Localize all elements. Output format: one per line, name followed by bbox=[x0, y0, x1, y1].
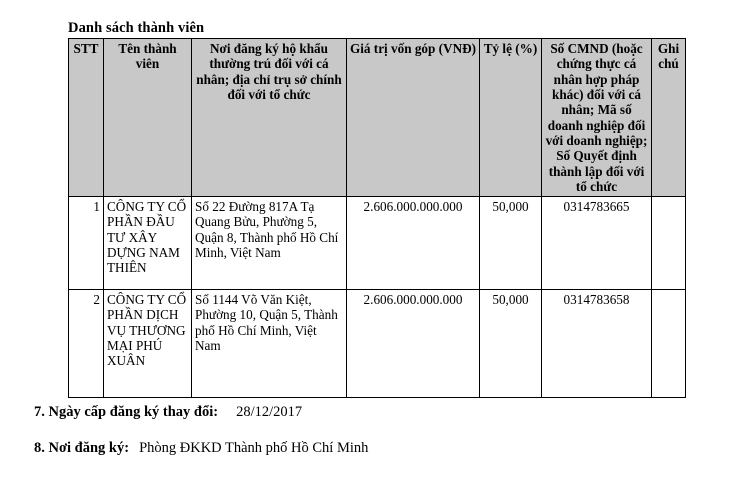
cell-name: CÔNG TY CỔ PHẦN DỊCH VỤ THƯƠNG MẠI PHÚ XUÂN bbox=[104, 290, 192, 398]
column-header-note: Ghi chú bbox=[652, 39, 686, 197]
cell-stt: 2 bbox=[69, 290, 104, 398]
registration-place-label: 8. Nơi đăng ký: bbox=[34, 440, 130, 456]
registration-date-field bbox=[34, 404, 302, 421]
members-table bbox=[68, 38, 686, 398]
cell-capital-value: 2.606.000.000.000 bbox=[347, 197, 480, 290]
table-row bbox=[69, 290, 686, 398]
page-title: Danh sách thành viên bbox=[68, 20, 205, 36]
column-header-rate: Tỷ lệ (%) bbox=[480, 39, 542, 197]
cell-id-number: 0314783658 bbox=[542, 290, 652, 398]
cell-address: Số 22 Đường 817A Tạ Quang Bửu, Phường 5, Quận 8, Thành phố Hồ Chí Minh, Việt Nam bbox=[192, 197, 347, 290]
cell-note bbox=[652, 197, 686, 290]
cell-rate: 50,000 bbox=[480, 290, 542, 398]
column-header-id-number: Số CMND (hoặc chứng thực cá nhân hợp pháp khác) đối với cá nhân; Mã số doanh nghiệp đối với doanh nghiệp; Số Quyết định thành lập đối với tổ chức bbox=[542, 39, 652, 197]
table-header bbox=[69, 39, 686, 197]
column-header-stt: STT bbox=[69, 39, 104, 197]
column-header-name: Tên thành viên bbox=[104, 39, 192, 197]
cell-address: Số 1144 Võ Văn Kiệt, Phường 10, Quận 5, Thành phố Hồ Chí Minh, Việt Nam bbox=[192, 290, 347, 398]
registration-place-value: Phòng ĐKKD Thành phố Hồ Chí Minh bbox=[139, 440, 369, 456]
cell-id-number: 0314783665 bbox=[542, 197, 652, 290]
registration-date-label: 7. Ngày cấp đăng ký thay đổi: bbox=[34, 404, 219, 420]
table-row bbox=[69, 197, 686, 290]
table-header-row bbox=[69, 39, 686, 197]
registration-date-value: 28/12/2017 bbox=[236, 404, 303, 420]
cell-name: CÔNG TY CỔ PHẦN ĐẦU TƯ XÂY DỰNG NAM THIÊN bbox=[104, 197, 192, 290]
column-header-capital-value: Giá trị vốn góp (VNĐ) bbox=[347, 39, 480, 197]
cell-capital-value: 2.606.000.000.000 bbox=[347, 290, 480, 398]
column-header-address: Nơi đăng ký hộ khẩu thường trú đối với cá nhân; địa chỉ trụ sở chính đối với tổ chức bbox=[192, 39, 347, 197]
table-body bbox=[69, 197, 686, 398]
cell-rate: 50,000 bbox=[480, 197, 542, 290]
cell-note bbox=[652, 290, 686, 398]
cell-stt: 1 bbox=[69, 197, 104, 290]
registration-place-field bbox=[34, 440, 368, 457]
